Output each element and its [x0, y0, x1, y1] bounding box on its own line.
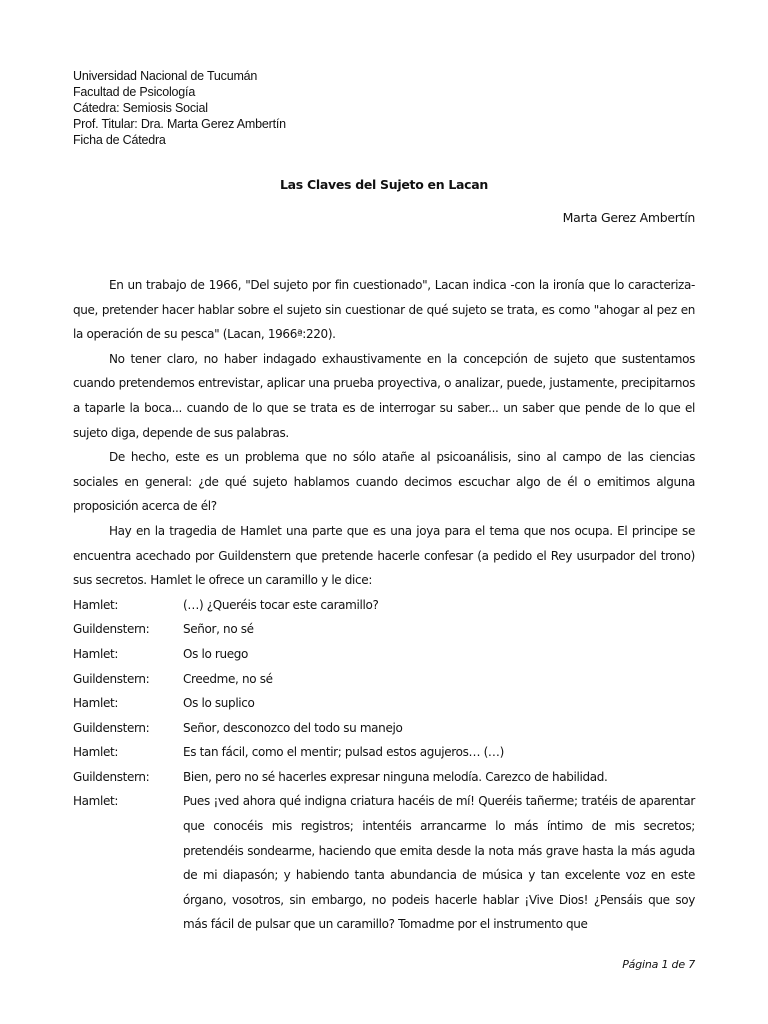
- paragraph: No tener claro, no haber indagado exhaustivamente en la concepción de sujeto que sustentamos cuando pretendemos entrevistar, aplicar una prueba proyectiva, o analizar, puede, justamente, precipitarnos a taparle la boca... cuando de lo que se trata es de interrogar su saber... un saber que pende de lo que el sujeto diga, depende de sus palabras.: [73, 351, 695, 440]
- dialogue-line: Señor, desconozco del todo su manejo: [183, 720, 403, 735]
- header-line-faculty: Facultad de Psicología: [73, 85, 196, 99]
- paragraph: De hecho, este es un problema que no sólo atañe al psicoanálisis, sino al campo de las ciencias sociales en general: ¿de qué sujeto hablamos cuando decimos escuchar algo de él o emitimos alguna proposición acerca de él?: [73, 450, 695, 514]
- dialogue-speaker: Hamlet:: [73, 696, 119, 711]
- header-line-professor: Prof. Titular: Dra. Marta Gerez Ambertín: [73, 117, 286, 131]
- dialogue-line: Os lo ruego: [183, 646, 249, 661]
- institution-header: [73, 68, 286, 148]
- dialogue-speaker: Hamlet:: [73, 794, 119, 809]
- dialogue-line: Señor, no sé: [183, 622, 254, 637]
- dialogue-speaker: Hamlet:: [73, 646, 119, 661]
- dialogue-speaker: Guildenstern:: [73, 622, 150, 637]
- dialogue-speaker: Guildenstern:: [73, 720, 150, 735]
- document-title: Las Claves del Sujeto en Lacan: [279, 177, 489, 192]
- paragraph: Hay en la tragedia de Hamlet una parte que es una joya para el tema que nos ocupa. El principe se encuentra acechado por Guildenstern que pretende hacerle confesar (a pedido el Rey usurpador del trono) sus secretos. Hamlet le ofrece un caramillo y le dice:: [73, 523, 695, 588]
- document-author: Marta Gerez Ambertín: [562, 210, 695, 225]
- document-body: [73, 273, 695, 937]
- header-line-doc-type: Ficha de Cátedra: [73, 133, 166, 147]
- header-line-chair: Cátedra: Semiosis Social: [73, 101, 208, 115]
- paragraph: En un trabajo de 1966, "Del sujeto por fin cuestionado", Lacan indica -con la ironía que lo caracteriza- que, pretender hacer hablar sobre el sujeto sin cuestionar de qué sujeto se trata, es como "ahogar al pez en la operación de su pesca" (Lacan, 1966ª:220).: [73, 278, 695, 342]
- dialogue-line: Pues ¡ved ahora qué indigna criatura hacéis de mí! Queréis tañerme; tratéis de aparentar que conocéis mis registros; intentéis arrancarme lo más íntimo de mis secretos; pretendéis sondearme, haciendo que emita desde la nota más grave hasta la más aguda de mi diapasón; y habiendo tanta abundancia de música y tan excelente voz en este órgano, vosotros, sin embargo, no podeis hacerle hablar ¡Vive Dios! ¿Pensáis que soy más fácil de pulsar que un caramillo? Tomadme por el instrumento que: [183, 794, 695, 932]
- page-number: Página 1 de 7: [622, 958, 695, 971]
- dialogue-speaker: Hamlet:: [73, 597, 119, 612]
- dialogue-line: Es tan fácil, como el mentir; pulsad estos agujeros… (…): [183, 745, 504, 760]
- dialogue-speaker: Guildenstern:: [73, 769, 150, 784]
- hamlet-dialogue: [73, 593, 695, 937]
- dialogue-line: Creedme, no sé: [183, 671, 273, 686]
- dialogue-line: Os lo suplico: [183, 696, 255, 711]
- dialogue-speaker: Hamlet:: [73, 745, 119, 760]
- dialogue-line: Bien, pero no sé hacerles expresar ninguna melodía. Carezco de habilidad.: [183, 769, 608, 784]
- header-line-university: Universidad Nacional de Tucumán: [73, 69, 258, 83]
- dialogue-speaker: Guildenstern:: [73, 671, 150, 686]
- dialogue-line: (…) ¿Queréis tocar este caramillo?: [183, 597, 379, 612]
